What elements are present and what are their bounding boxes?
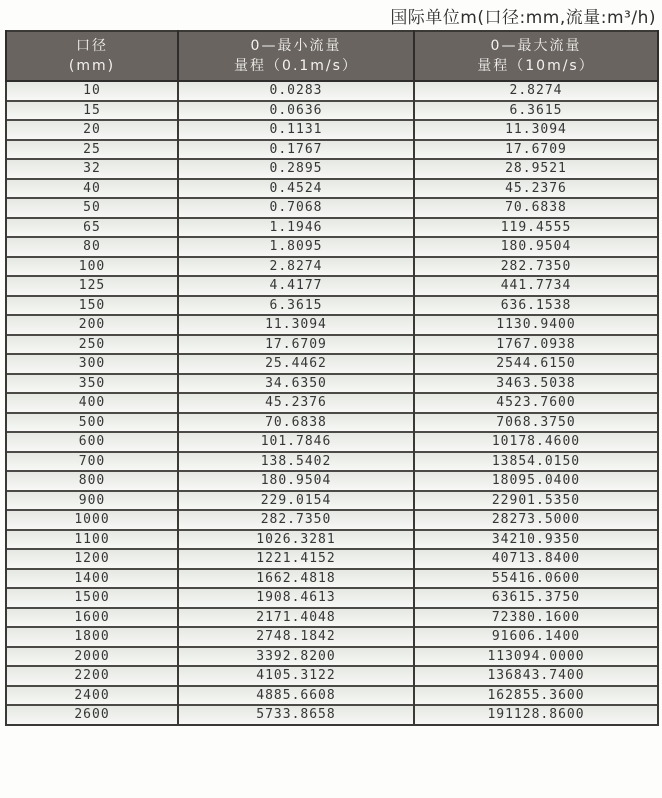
diameter-cell: 2600	[6, 705, 178, 725]
diameter-cell: 400	[6, 393, 178, 413]
max-flow-cell: 28273.5000	[414, 510, 658, 530]
diameter-cell: 1600	[6, 608, 178, 628]
table-row	[6, 549, 658, 569]
table-header-row	[6, 31, 658, 81]
table-row	[6, 140, 658, 160]
min-flow-cell: 138.5402	[178, 452, 414, 472]
table-row	[6, 237, 658, 257]
table-row	[6, 101, 658, 121]
max-flow-cell: 18095.0400	[414, 471, 658, 491]
diameter-cell: 1100	[6, 530, 178, 550]
table-row	[6, 647, 658, 667]
min-flow-cell: 1.1946	[178, 218, 414, 238]
table-row	[6, 491, 658, 511]
max-flow-cell: 10178.4600	[414, 432, 658, 452]
diameter-cell: 350	[6, 374, 178, 394]
min-flow-cell: 2748.1842	[178, 627, 414, 647]
table-row	[6, 257, 658, 277]
min-flow-cell: 101.7846	[178, 432, 414, 452]
min-flow-cell: 6.3615	[178, 296, 414, 316]
diameter-cell: 1200	[6, 549, 178, 569]
min-flow-cell: 70.6838	[178, 413, 414, 433]
diameter-cell: 25	[6, 140, 178, 160]
table-row	[6, 120, 658, 140]
min-flow-cell: 1.8095	[178, 237, 414, 257]
diameter-cell: 600	[6, 432, 178, 452]
min-flow-cell: 4885.6608	[178, 686, 414, 706]
diameter-cell: 40	[6, 179, 178, 199]
min-flow-cell: 282.7350	[178, 510, 414, 530]
max-flow-cell: 11.3094	[414, 120, 658, 140]
min-flow-cell: 3392.8200	[178, 647, 414, 667]
max-flow-cell: 191128.8600	[414, 705, 658, 725]
diameter-cell: 10	[6, 81, 178, 101]
table-row	[6, 471, 658, 491]
diameter-cell: 1400	[6, 569, 178, 589]
diameter-cell: 900	[6, 491, 178, 511]
max-flow-cell: 2544.6150	[414, 354, 658, 374]
diameter-cell: 80	[6, 237, 178, 257]
min-flow-cell: 0.2895	[178, 159, 414, 179]
max-flow-cell: 13854.0150	[414, 452, 658, 472]
min-flow-cell: 180.9504	[178, 471, 414, 491]
diameter-cell: 125	[6, 276, 178, 296]
diameter-cell: 15	[6, 101, 178, 121]
table-row	[6, 81, 658, 101]
table-row	[6, 296, 658, 316]
table-row	[6, 218, 658, 238]
diameter-cell: 1000	[6, 510, 178, 530]
max-flow-cell: 162855.3600	[414, 686, 658, 706]
max-flow-cell: 441.7734	[414, 276, 658, 296]
max-flow-cell: 636.1538	[414, 296, 658, 316]
col-header-diameter	[6, 31, 178, 81]
max-flow-cell: 63615.3750	[414, 588, 658, 608]
min-flow-cell: 1221.4152	[178, 549, 414, 569]
col-header-max-flow	[414, 31, 658, 81]
table-row	[6, 354, 658, 374]
table-row	[6, 608, 658, 628]
diameter-cell: 300	[6, 354, 178, 374]
table-row	[6, 530, 658, 550]
max-flow-cell: 6.3615	[414, 101, 658, 121]
min-flow-cell: 11.3094	[178, 315, 414, 335]
min-flow-cell: 1662.4818	[178, 569, 414, 589]
min-flow-cell: 0.7068	[178, 198, 414, 218]
col-header-diameter-line1: 口径	[76, 37, 108, 54]
diameter-cell: 20	[6, 120, 178, 140]
min-flow-cell: 2171.4048	[178, 608, 414, 628]
table-row	[6, 588, 658, 608]
max-flow-cell: 113094.0000	[414, 647, 658, 667]
min-flow-cell: 0.1767	[178, 140, 414, 160]
diameter-cell: 1800	[6, 627, 178, 647]
table-row	[6, 452, 658, 472]
diameter-cell: 700	[6, 452, 178, 472]
table-row	[6, 705, 658, 725]
min-flow-cell: 0.0283	[178, 81, 414, 101]
max-flow-cell: 136843.7400	[414, 666, 658, 686]
diameter-cell: 250	[6, 335, 178, 355]
table-row	[6, 335, 658, 355]
min-flow-cell: 17.6709	[178, 335, 414, 355]
min-flow-cell: 229.0154	[178, 491, 414, 511]
min-flow-cell: 0.4524	[178, 179, 414, 199]
min-flow-cell: 25.4462	[178, 354, 414, 374]
diameter-cell: 50	[6, 198, 178, 218]
max-flow-cell: 28.9521	[414, 159, 658, 179]
table-row	[6, 159, 658, 179]
col-header-min-flow-line1: 0—最小流量	[250, 37, 342, 54]
min-flow-cell: 4105.3122	[178, 666, 414, 686]
min-flow-cell: 2.8274	[178, 257, 414, 277]
table-row	[6, 569, 658, 589]
diameter-cell: 800	[6, 471, 178, 491]
diameter-cell: 200	[6, 315, 178, 335]
table-row	[6, 198, 658, 218]
col-header-max-flow-line2: 量程（10m/s）	[477, 58, 595, 74]
max-flow-cell: 2.8274	[414, 81, 658, 101]
col-header-diameter-line2: (mm)	[68, 58, 116, 74]
col-header-min-flow-line2: 量程（0.1m/s）	[234, 58, 358, 74]
diameter-cell: 1500	[6, 588, 178, 608]
flow-range-table	[5, 30, 659, 726]
table-row	[6, 393, 658, 413]
max-flow-cell: 3463.5038	[414, 374, 658, 394]
table-row	[6, 179, 658, 199]
max-flow-cell: 1767.0938	[414, 335, 658, 355]
table-row	[6, 276, 658, 296]
max-flow-cell: 180.9504	[414, 237, 658, 257]
max-flow-cell: 91606.1400	[414, 627, 658, 647]
max-flow-cell: 34210.9350	[414, 530, 658, 550]
min-flow-cell: 1908.4613	[178, 588, 414, 608]
diameter-cell: 500	[6, 413, 178, 433]
max-flow-cell: 17.6709	[414, 140, 658, 160]
max-flow-cell: 282.7350	[414, 257, 658, 277]
max-flow-cell: 55416.0600	[414, 569, 658, 589]
max-flow-cell: 40713.8400	[414, 549, 658, 569]
col-header-max-flow-line1: 0—最大流量	[490, 37, 582, 54]
max-flow-cell: 7068.3750	[414, 413, 658, 433]
min-flow-cell: 45.2376	[178, 393, 414, 413]
title-bar	[0, 0, 662, 30]
table-row	[6, 413, 658, 433]
min-flow-cell: 4.4177	[178, 276, 414, 296]
table-row	[6, 666, 658, 686]
diameter-cell: 150	[6, 296, 178, 316]
diameter-cell: 65	[6, 218, 178, 238]
max-flow-cell: 1130.9400	[414, 315, 658, 335]
max-flow-cell: 22901.5350	[414, 491, 658, 511]
table-row	[6, 510, 658, 530]
table-body	[6, 81, 658, 725]
table-row	[6, 686, 658, 706]
max-flow-cell: 119.4555	[414, 218, 658, 238]
table-row	[6, 315, 658, 335]
diameter-cell: 32	[6, 159, 178, 179]
table-row	[6, 627, 658, 647]
min-flow-cell: 1026.3281	[178, 530, 414, 550]
diameter-cell: 2000	[6, 647, 178, 667]
max-flow-cell: 72380.1600	[414, 608, 658, 628]
min-flow-cell: 0.1131	[178, 120, 414, 140]
page-title: 国际单位m(口径:mm,流量:m³/h)	[390, 7, 656, 28]
min-flow-cell: 34.6350	[178, 374, 414, 394]
min-flow-cell: 0.0636	[178, 101, 414, 121]
max-flow-cell: 70.6838	[414, 198, 658, 218]
max-flow-cell: 45.2376	[414, 179, 658, 199]
max-flow-cell: 4523.7600	[414, 393, 658, 413]
diameter-cell: 2400	[6, 686, 178, 706]
min-flow-cell: 5733.8658	[178, 705, 414, 725]
diameter-cell: 100	[6, 257, 178, 277]
diameter-cell: 2200	[6, 666, 178, 686]
col-header-min-flow	[178, 31, 414, 81]
table-row	[6, 432, 658, 452]
table-row	[6, 374, 658, 394]
